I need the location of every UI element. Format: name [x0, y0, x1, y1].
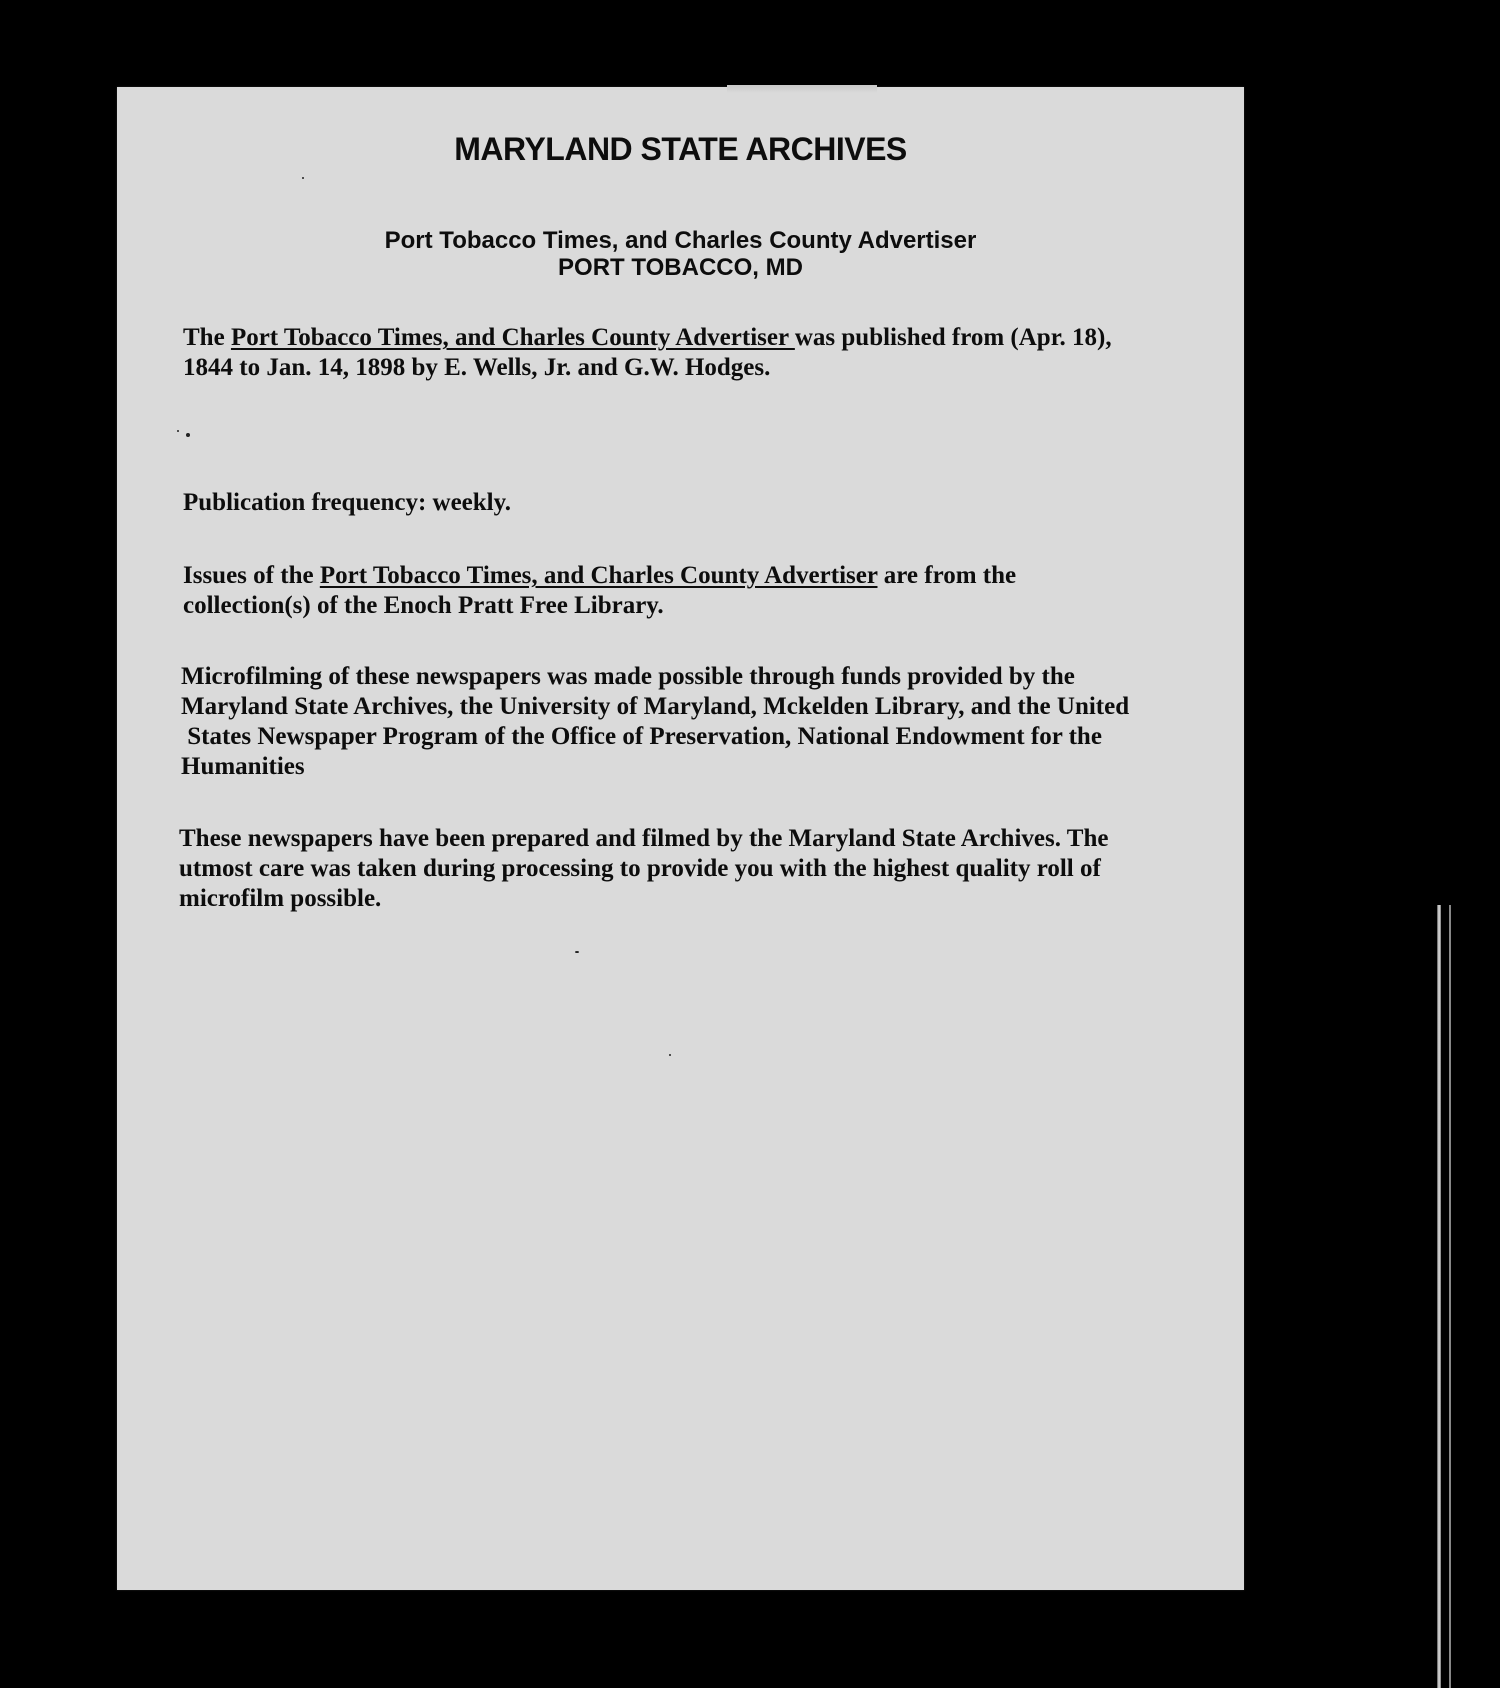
- paragraph-line: [183, 323, 1193, 353]
- page-title: MARYLAND STATE ARCHIVES: [454, 131, 907, 167]
- filming-paragraph: [179, 824, 1189, 914]
- text-segment: was published from (Apr. 18),: [794, 324, 1112, 351]
- dust-speck: [177, 430, 179, 432]
- newspaper-heading: [117, 227, 1244, 281]
- publication-history-paragraph: [183, 323, 1193, 383]
- dust-speck: [302, 177, 304, 179]
- newspaper-location: PORT TOBACCO, MD: [558, 254, 803, 281]
- paragraph-line: [183, 561, 1193, 591]
- paragraph-line: States Newspaper Program of the Office of Preservation, National Endowment for the: [181, 723, 1102, 750]
- paragraph-line: Maryland State Archives, the University of Maryland, Mckelden Library, and the United: [181, 693, 1130, 720]
- paragraph-line: utmost care was taken during processing to provide you with the highest quality roll of: [179, 855, 1101, 882]
- underlined-newspaper-title: Port Tobacco Times, and Charles County Advertiser: [319, 562, 878, 589]
- paragraph-line: Humanities: [181, 753, 305, 780]
- text-segment: are from the: [877, 562, 1017, 589]
- film-edge-streak: [1449, 905, 1451, 1688]
- newspaper-name: Port Tobacco Times, and Charles County Advertiser: [384, 227, 977, 254]
- paragraph-line: These newspapers have been prepared and filmed by the Maryland State Archives. The: [179, 825, 1109, 852]
- paragraph-line: microfilm possible.: [179, 885, 382, 912]
- dust-speck: [669, 1054, 671, 1056]
- paper-crease: [727, 85, 877, 93]
- underlined-newspaper-title: Port Tobacco Times, and Charles County Advertiser: [230, 324, 795, 351]
- frequency-paragraph: Publication frequency: weekly.: [183, 489, 512, 516]
- film-edge-streak: [1437, 905, 1441, 1688]
- text-segment: The: [183, 324, 231, 351]
- paragraph-line: Microfilming of these newspapers was made possible through funds provided by the: [181, 663, 1075, 690]
- paragraph-line: collection(s) of the Enoch Pratt Free Library.: [183, 592, 664, 619]
- collection-paragraph: [183, 561, 1193, 621]
- text-segment: Issues of the: [183, 562, 320, 589]
- funding-paragraph: [181, 662, 1211, 782]
- document-page: [117, 87, 1244, 1590]
- dust-speck: [575, 951, 579, 953]
- dust-speck: [186, 433, 190, 437]
- paragraph-line: 1844 to Jan. 14, 1898 by E. Wells, Jr. and G.W. Hodges.: [183, 354, 771, 381]
